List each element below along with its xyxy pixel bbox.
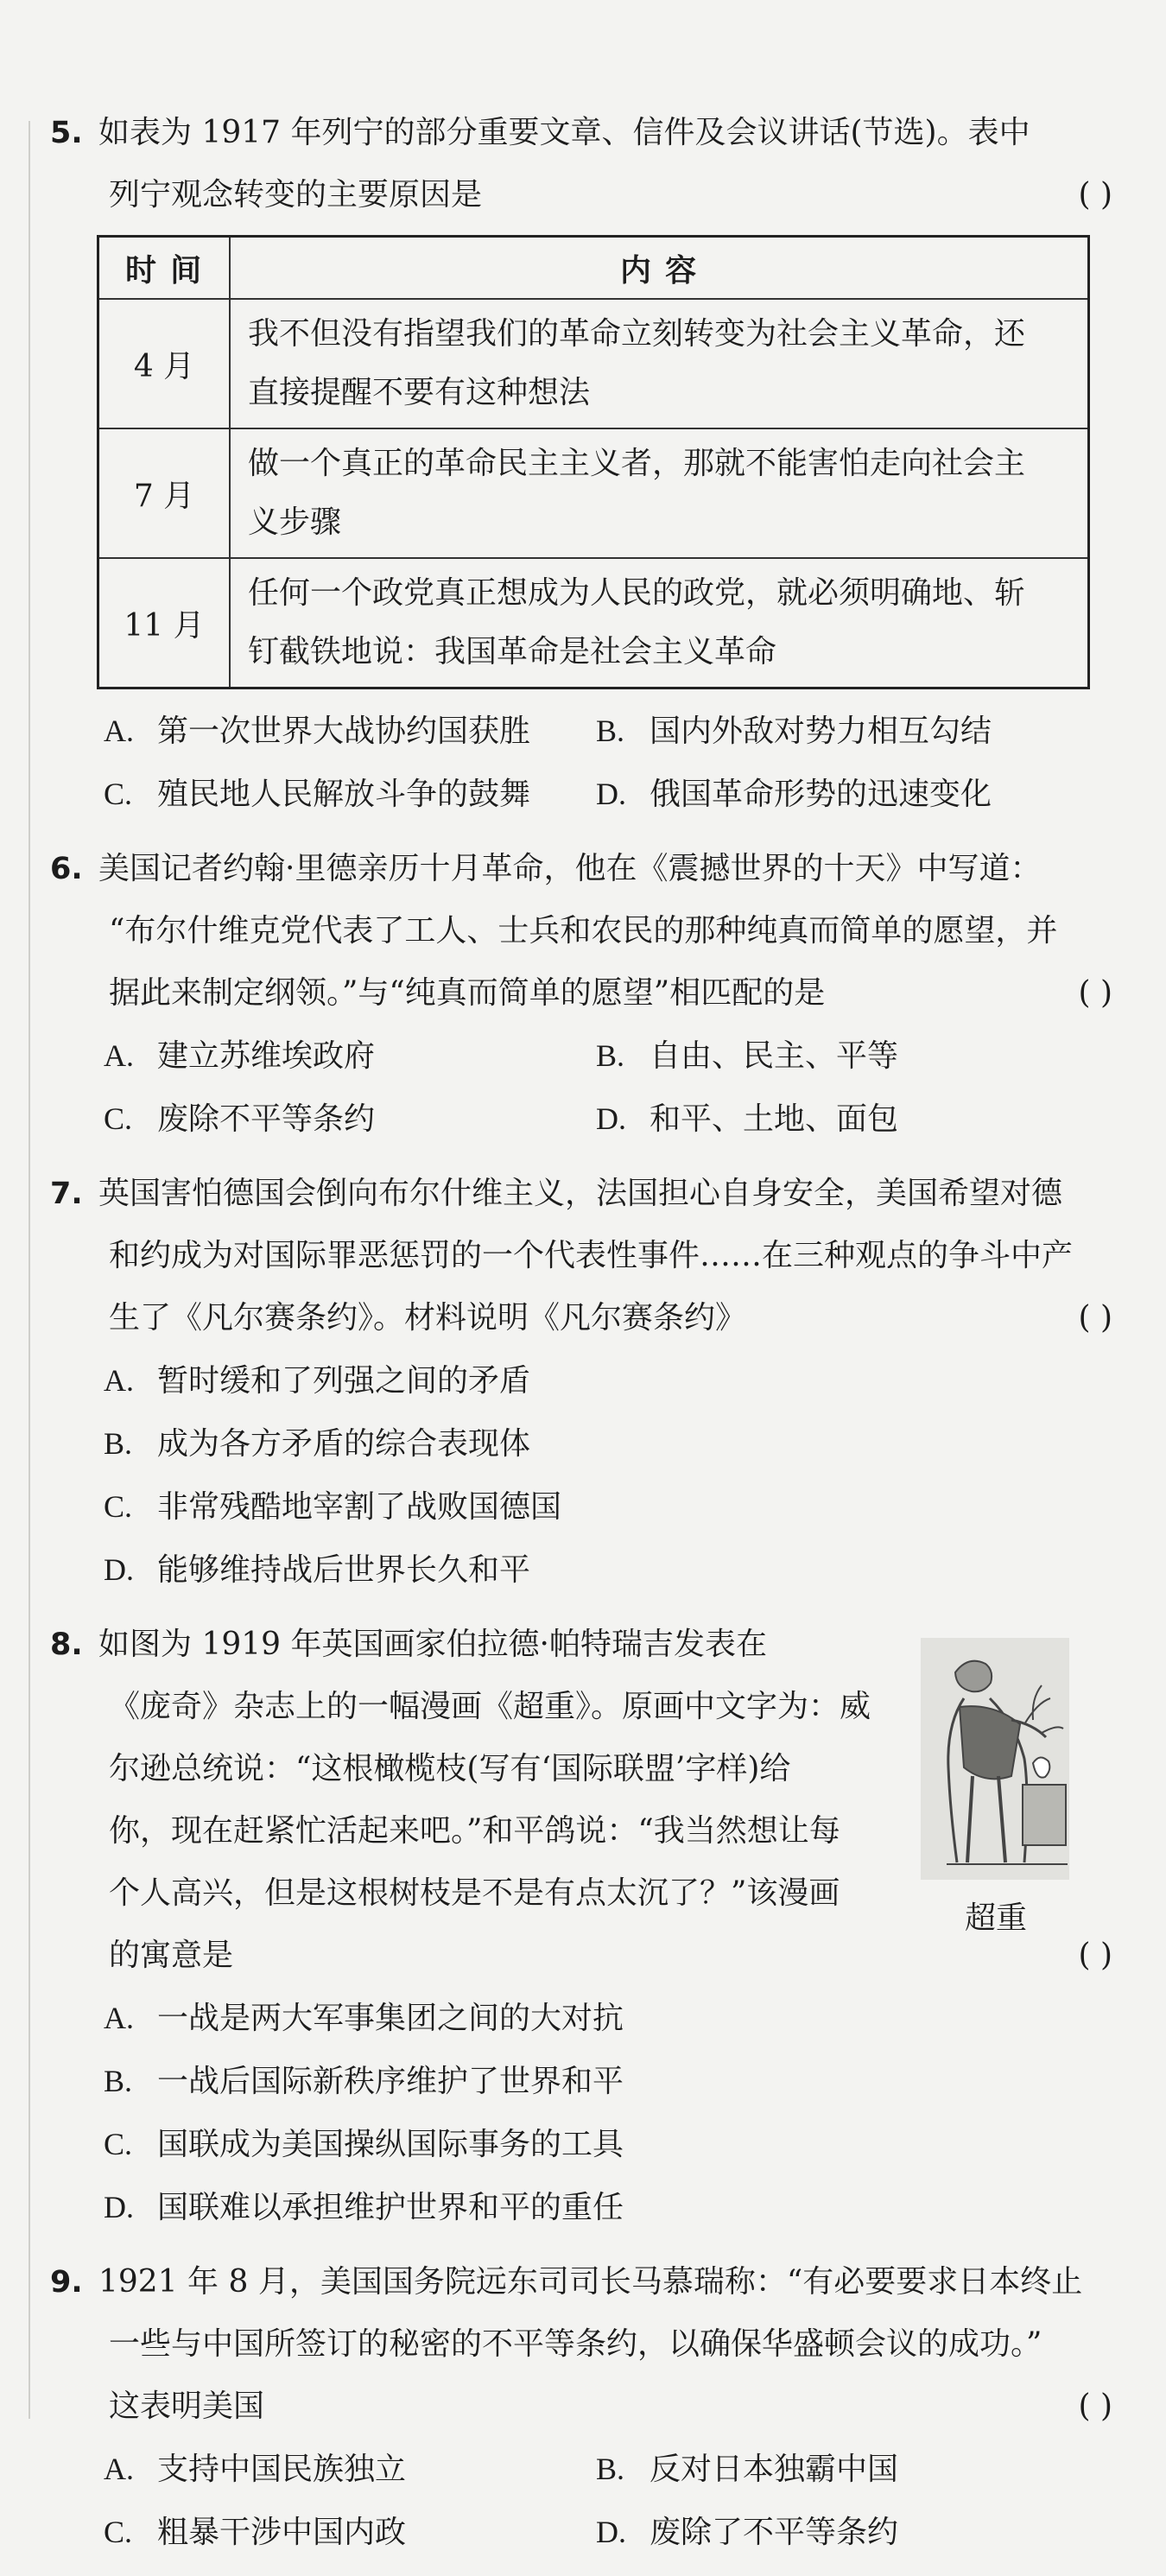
question-8-stem-line-4: 你，现在赶紧忙活起来吧。”和平鸽说：“我当然想让每 (109, 1813, 840, 1849)
overweight-cartoon-illustration (921, 1638, 1069, 1880)
option-a[interactable]: A. 建立苏维埃政府 (104, 1038, 376, 1074)
question-5-stem-line-2: 列宁观念转变的主要原因是 ( ) (50, 164, 1112, 226)
option-c[interactable]: C. 殖民地人民解放斗争的鼓舞 (104, 777, 531, 812)
margin-rule (29, 121, 30, 2419)
question-page (50, 102, 1112, 2576)
option-d[interactable]: D. 能够维持战后世界长久和平 (104, 1552, 531, 1588)
question-7-stem-line-1: 7. 英国害怕德国会倒向布尔什维主义，法国担心自身安全，美国希望对德 (50, 1163, 1112, 1225)
option-a[interactable]: A. 一战是两大军事集团之间的大对抗 (104, 2001, 624, 2036)
cartoon-caption: 超重 (964, 1900, 1027, 1936)
options (50, 2438, 1112, 2564)
answer-paren[interactable]: ( ) (1078, 1938, 1112, 1973)
row-content: 我不但没有指望我们的革命立刻转变为社会主义革命，还 直接提醒不要有这种想法 (230, 299, 1089, 428)
header-time: 时 间 (98, 237, 231, 300)
question-6 (50, 838, 1112, 1151)
table-row (98, 299, 1089, 428)
question-8-stem-line-6: 的寓意是 ( ) (50, 1925, 1112, 1987)
question-number: 6. (50, 852, 83, 886)
option-a[interactable]: A. 第一次世界大战协约国获胜 (104, 714, 531, 749)
question-9 (50, 2251, 1112, 2564)
question-9-stem-line-1: 9. 1921 年 8 月，美国国务院远东司司长马慕瑞称：“有必要要求日本终止 (50, 2251, 1112, 2313)
answer-paren[interactable]: ( ) (1078, 975, 1112, 1011)
question-5-stem-line-1: 5. 如表为 1917 年列宁的部分重要文章、信件及会议讲话(节选)。表中 (50, 102, 1112, 164)
question-7-stem-line-3: 生了《凡尔赛条约》。材料说明《凡尔赛条约》 ( ) (50, 1287, 1112, 1349)
option-d[interactable]: D. 废除了不平等条约 (596, 2515, 899, 2550)
option-c[interactable]: C. 国联成为美国操纵国际事务的工具 (104, 2127, 624, 2162)
row-time: 7 月 (98, 428, 231, 558)
table-row (98, 428, 1089, 558)
answer-paren[interactable]: ( ) (1078, 177, 1112, 213)
lenin-table (97, 235, 1090, 689)
options (50, 700, 1112, 826)
question-number: 7. (50, 1177, 83, 1211)
option-b[interactable]: B. 自由、民主、平等 (596, 1038, 899, 1074)
option-a[interactable]: A. 暂时缓和了列强之间的矛盾 (104, 1363, 531, 1399)
question-7 (50, 1163, 1112, 1602)
options (50, 1987, 1112, 2239)
question-6-stem-line-2: “布尔什维克党代表了工人、士兵和农民的那种纯真而简单的愿望，并 (109, 913, 1058, 949)
question-8-stem-line-5: 个人高兴，但是这根树枝是不是有点太沉了？”该漫画 (109, 1875, 840, 1911)
question-number: 8. (50, 1627, 83, 1662)
answer-paren[interactable]: ( ) (1078, 2389, 1112, 2424)
option-d[interactable]: D. 和平、土地、面包 (596, 1101, 899, 1137)
row-time: 4 月 (98, 299, 231, 428)
option-b[interactable]: B. 一战后国际新秩序维护了世界和平 (104, 2064, 624, 2099)
row-time: 11 月 (98, 558, 231, 688)
options (50, 1349, 1112, 1602)
row-content: 任何一个政党真正想成为人民的政党，就必须明确地、斩 钉截铁地说：我国革命是社会主义革命 (230, 558, 1089, 688)
table-row (98, 558, 1089, 688)
question-8 (50, 1614, 1112, 2239)
option-b[interactable]: B. 反对日本独霸中国 (596, 2452, 899, 2487)
question-number: 9. (50, 2265, 83, 2300)
row-content: 做一个真正的革命民主主义者，那就不能害怕走向社会主 义步骤 (230, 428, 1089, 558)
header-content: 内 容 (230, 237, 1089, 300)
option-d[interactable]: D. 国联难以承担维护世界和平的重任 (104, 2190, 624, 2225)
question-7-stem-line-2: 和约成为对国际罪恶惩罚的一个代表性事件……在三种观点的争斗中产 (109, 1238, 1074, 1273)
question-8-stem-line-2: 《庞奇》杂志上的一幅漫画《超重》。原画中文字为：威 (109, 1689, 871, 1724)
question-9-stem-line-3: 这表明美国 ( ) (50, 2376, 1112, 2438)
option-a[interactable]: A. 支持中国民族独立 (104, 2452, 407, 2487)
question-6-stem-line-3: 据此来制定纲领。”与“纯真而简单的愿望”相匹配的是 ( ) (50, 962, 1112, 1025)
question-number: 5. (50, 116, 83, 150)
table-header-row (98, 237, 1089, 300)
question-8-stem-line-1: 8. 如图为 1919 年英国画家伯拉德·帕特瑞吉发表在 (50, 1614, 1112, 1676)
question-8-stem-line-3: 尔逊总统说：“这根橄榄枝(写有‘国际联盟’字样)给 (109, 1751, 791, 1786)
answer-paren[interactable]: ( ) (1078, 1300, 1112, 1336)
question-9-stem-line-2: 一些与中国所签订的秘密的不平等条约，以确保华盛顿会议的成功。” (109, 2326, 1042, 2362)
option-b[interactable]: B. 国内外敌对势力相互勾结 (596, 714, 992, 749)
option-c[interactable]: C. 非常残酷地宰割了战败国德国 (104, 1489, 562, 1525)
option-b[interactable]: B. 成为各方矛盾的综合表现体 (104, 1426, 531, 1462)
option-c[interactable]: C. 废除不平等条约 (104, 1101, 376, 1137)
question-5 (50, 102, 1112, 826)
option-d[interactable]: D. 俄国革命形势的迅速变化 (596, 777, 992, 812)
options (50, 1025, 1112, 1151)
question-6-stem-line-1: 6. 美国记者约翰·里德亲历十月革命，他在《震撼世界的十天》中写道： (50, 838, 1112, 900)
option-c[interactable]: C. 粗暴干涉中国内政 (104, 2515, 407, 2550)
